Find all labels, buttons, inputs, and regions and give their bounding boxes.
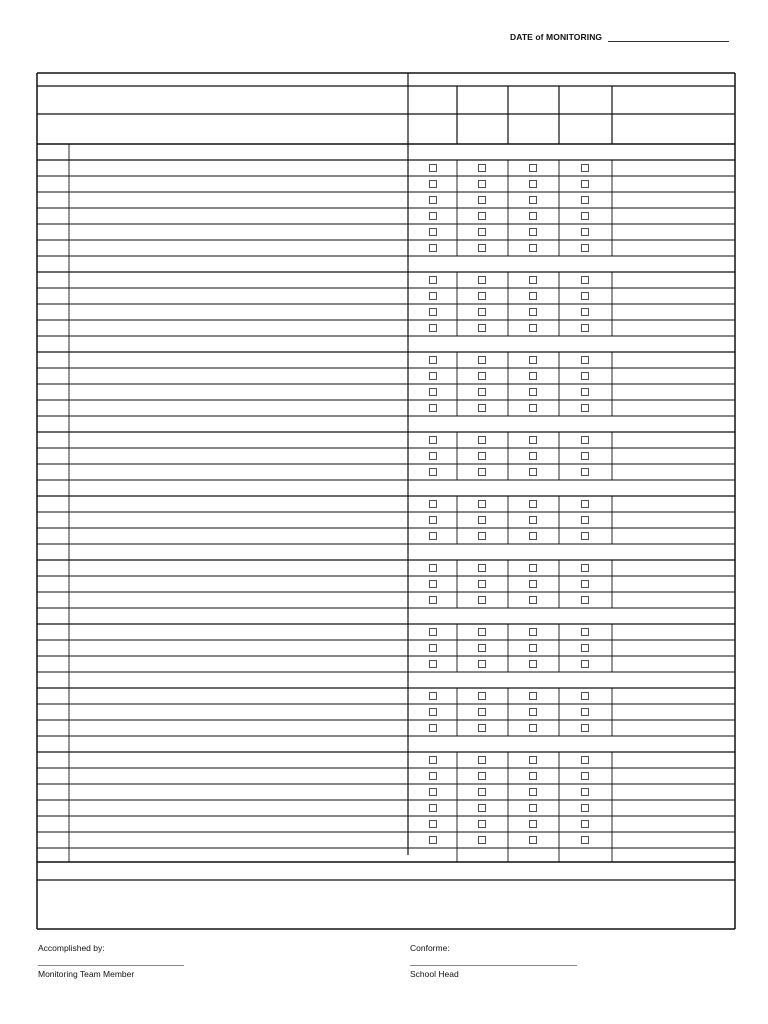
rating-checkbox[interactable] bbox=[530, 565, 537, 572]
rating-checkbox[interactable] bbox=[530, 293, 537, 300]
rating-checkbox[interactable] bbox=[582, 325, 589, 332]
rating-checkbox[interactable] bbox=[430, 709, 437, 716]
rating-checkbox[interactable] bbox=[479, 469, 486, 476]
rating-checkbox[interactable] bbox=[530, 773, 537, 780]
rating-checkbox[interactable] bbox=[530, 309, 537, 316]
rating-checkbox[interactable] bbox=[430, 373, 437, 380]
accomplished-by-label: Accomplished by: bbox=[38, 943, 105, 953]
rating-checkbox[interactable] bbox=[582, 165, 589, 172]
rating-checkbox[interactable] bbox=[530, 213, 537, 220]
rating-checkbox[interactable] bbox=[430, 517, 437, 524]
conforme-label: Conforme: bbox=[410, 943, 450, 953]
rating-checkbox[interactable] bbox=[582, 645, 589, 652]
rating-checkbox[interactable] bbox=[430, 805, 437, 812]
rating-checkbox[interactable] bbox=[479, 437, 486, 444]
rating-checkbox[interactable] bbox=[530, 437, 537, 444]
rating-checkbox[interactable] bbox=[530, 165, 537, 172]
rating-checkbox[interactable] bbox=[582, 469, 589, 476]
rating-checkbox[interactable] bbox=[479, 773, 486, 780]
rating-checkbox[interactable] bbox=[430, 501, 437, 508]
rating-checkbox[interactable] bbox=[430, 581, 437, 588]
rating-checkbox[interactable] bbox=[430, 725, 437, 732]
date-label: DATE of MONITORING bbox=[510, 32, 603, 42]
rating-checkbox[interactable] bbox=[430, 693, 437, 700]
accomplished-signature-line[interactable] bbox=[38, 965, 184, 966]
rating-checkbox[interactable] bbox=[479, 597, 486, 604]
rating-checkbox[interactable] bbox=[479, 757, 486, 764]
rating-checkbox[interactable] bbox=[479, 821, 486, 828]
rating-checkbox[interactable] bbox=[430, 821, 437, 828]
rating-checkbox[interactable] bbox=[530, 789, 537, 796]
rating-checkbox[interactable] bbox=[582, 293, 589, 300]
rating-checkbox[interactable] bbox=[530, 661, 537, 668]
rating-checkbox[interactable] bbox=[582, 821, 589, 828]
rating-checkbox[interactable] bbox=[430, 453, 437, 460]
rating-checkbox[interactable] bbox=[582, 373, 589, 380]
rating-checkbox[interactable] bbox=[479, 789, 486, 796]
rating-checkbox[interactable] bbox=[430, 309, 437, 316]
rating-checkbox[interactable] bbox=[430, 277, 437, 284]
rating-checkbox[interactable] bbox=[582, 661, 589, 668]
rating-checkbox[interactable] bbox=[530, 693, 537, 700]
rating-checkbox[interactable] bbox=[479, 501, 486, 508]
rating-checkbox[interactable] bbox=[530, 197, 537, 204]
rating-checkbox[interactable] bbox=[582, 597, 589, 604]
rating-checkbox[interactable] bbox=[530, 709, 537, 716]
rating-checkbox[interactable] bbox=[530, 725, 537, 732]
rating-checkbox[interactable] bbox=[530, 373, 537, 380]
rating-checkbox[interactable] bbox=[479, 197, 486, 204]
rating-checkbox[interactable] bbox=[430, 565, 437, 572]
rating-checkbox[interactable] bbox=[582, 805, 589, 812]
rating-checkbox[interactable] bbox=[582, 629, 589, 636]
rating-checkbox[interactable] bbox=[479, 837, 486, 844]
rating-checkbox[interactable] bbox=[582, 581, 589, 588]
rating-checkbox[interactable] bbox=[530, 821, 537, 828]
rating-checkbox[interactable] bbox=[582, 197, 589, 204]
rating-checkbox[interactable] bbox=[530, 533, 537, 540]
rating-checkbox[interactable] bbox=[582, 309, 589, 316]
rating-checkbox[interactable] bbox=[582, 789, 589, 796]
rating-checkbox[interactable] bbox=[530, 181, 537, 188]
rating-checkbox[interactable] bbox=[582, 837, 589, 844]
rating-checkbox[interactable] bbox=[479, 725, 486, 732]
rating-checkbox[interactable] bbox=[430, 293, 437, 300]
rating-checkbox[interactable] bbox=[582, 693, 589, 700]
table-grid bbox=[37, 73, 735, 929]
rating-checkbox[interactable] bbox=[430, 197, 437, 204]
rating-checkbox[interactable] bbox=[430, 469, 437, 476]
monitoring-team-member-label: Monitoring Team Member bbox=[38, 969, 135, 979]
rating-checkbox[interactable] bbox=[430, 837, 437, 844]
rating-checkbox[interactable] bbox=[582, 757, 589, 764]
rating-checkbox[interactable] bbox=[430, 645, 437, 652]
rating-checkbox[interactable] bbox=[582, 389, 589, 396]
rating-checkbox[interactable] bbox=[430, 245, 437, 252]
rating-checkbox[interactable] bbox=[479, 181, 486, 188]
rating-checkbox[interactable] bbox=[479, 565, 486, 572]
rating-checkbox[interactable] bbox=[479, 325, 486, 332]
rating-checkbox[interactable] bbox=[430, 437, 437, 444]
rating-checkbox[interactable] bbox=[582, 213, 589, 220]
rating-checkbox[interactable] bbox=[430, 325, 437, 332]
rating-checkbox[interactable] bbox=[479, 629, 486, 636]
rating-checkbox[interactable] bbox=[430, 597, 437, 604]
rating-checkbox[interactable] bbox=[530, 597, 537, 604]
rating-checkbox[interactable] bbox=[430, 533, 437, 540]
rating-checkbox[interactable] bbox=[479, 229, 486, 236]
rating-checkbox[interactable] bbox=[582, 277, 589, 284]
rating-checkbox[interactable] bbox=[582, 357, 589, 364]
rating-checkbox[interactable] bbox=[530, 757, 537, 764]
rating-checkbox[interactable] bbox=[479, 693, 486, 700]
rating-checkbox[interactable] bbox=[530, 229, 537, 236]
rating-checkbox[interactable] bbox=[530, 581, 537, 588]
rating-checkbox[interactable] bbox=[430, 229, 437, 236]
rating-checkbox[interactable] bbox=[430, 213, 437, 220]
rating-checkbox[interactable] bbox=[582, 437, 589, 444]
rating-checkbox[interactable] bbox=[530, 277, 537, 284]
rating-checkbox[interactable] bbox=[479, 165, 486, 172]
rating-checkbox[interactable] bbox=[479, 213, 486, 220]
rating-checkbox[interactable] bbox=[582, 229, 589, 236]
rating-checkbox[interactable] bbox=[530, 469, 537, 476]
rating-checkbox[interactable] bbox=[479, 309, 486, 316]
rating-checkbox[interactable] bbox=[530, 837, 537, 844]
rating-checkbox[interactable] bbox=[530, 389, 537, 396]
rating-checkbox[interactable] bbox=[430, 389, 437, 396]
rating-checkbox[interactable] bbox=[530, 405, 537, 412]
rating-checkbox[interactable] bbox=[430, 165, 437, 172]
rating-checkbox[interactable] bbox=[430, 181, 437, 188]
rating-checkbox[interactable] bbox=[479, 709, 486, 716]
rating-checkbox[interactable] bbox=[479, 277, 486, 284]
rating-checkbox[interactable] bbox=[479, 533, 486, 540]
rating-checkbox[interactable] bbox=[582, 453, 589, 460]
rating-checkbox[interactable] bbox=[479, 245, 486, 252]
rating-checkbox[interactable] bbox=[530, 325, 537, 332]
rating-checkbox[interactable] bbox=[582, 533, 589, 540]
rating-checkbox[interactable] bbox=[430, 357, 437, 364]
rating-checkbox[interactable] bbox=[530, 501, 537, 508]
rating-checkbox[interactable] bbox=[430, 789, 437, 796]
rating-checkbox[interactable] bbox=[479, 389, 486, 396]
rating-checkbox[interactable] bbox=[530, 357, 537, 364]
rating-checkbox[interactable] bbox=[479, 805, 486, 812]
rating-checkbox[interactable] bbox=[479, 373, 486, 380]
rating-checkbox[interactable] bbox=[430, 773, 437, 780]
rating-checkbox[interactable] bbox=[582, 565, 589, 572]
rating-checkbox[interactable] bbox=[582, 773, 589, 780]
rating-checkbox[interactable] bbox=[479, 661, 486, 668]
rating-checkbox[interactable] bbox=[430, 757, 437, 764]
rating-checkbox[interactable] bbox=[430, 405, 437, 412]
rating-checkbox[interactable] bbox=[530, 517, 537, 524]
rating-checkbox[interactable] bbox=[530, 629, 537, 636]
conforme-signature-line[interactable] bbox=[410, 965, 577, 966]
school-head-label: School Head bbox=[410, 969, 459, 979]
rating-checkbox[interactable] bbox=[479, 405, 486, 412]
rating-checkbox[interactable] bbox=[582, 709, 589, 716]
rating-checkbox[interactable] bbox=[479, 357, 486, 364]
checkbox-grid[interactable] bbox=[430, 165, 589, 844]
rating-checkbox[interactable] bbox=[582, 181, 589, 188]
rating-checkbox[interactable] bbox=[582, 405, 589, 412]
rating-checkbox[interactable] bbox=[530, 245, 537, 252]
rating-checkbox[interactable] bbox=[582, 517, 589, 524]
rating-checkbox[interactable] bbox=[530, 645, 537, 652]
rating-checkbox[interactable] bbox=[479, 293, 486, 300]
rating-checkbox[interactable] bbox=[479, 453, 486, 460]
rating-checkbox[interactable] bbox=[430, 661, 437, 668]
rating-checkbox[interactable] bbox=[582, 245, 589, 252]
rating-checkbox[interactable] bbox=[479, 645, 486, 652]
rating-checkbox[interactable] bbox=[582, 501, 589, 508]
rating-checkbox[interactable] bbox=[479, 517, 486, 524]
rating-checkbox[interactable] bbox=[479, 581, 486, 588]
rating-checkbox[interactable] bbox=[530, 805, 537, 812]
rating-checkbox[interactable] bbox=[582, 725, 589, 732]
rating-checkbox[interactable] bbox=[530, 453, 537, 460]
rating-checkbox[interactable] bbox=[430, 629, 437, 636]
